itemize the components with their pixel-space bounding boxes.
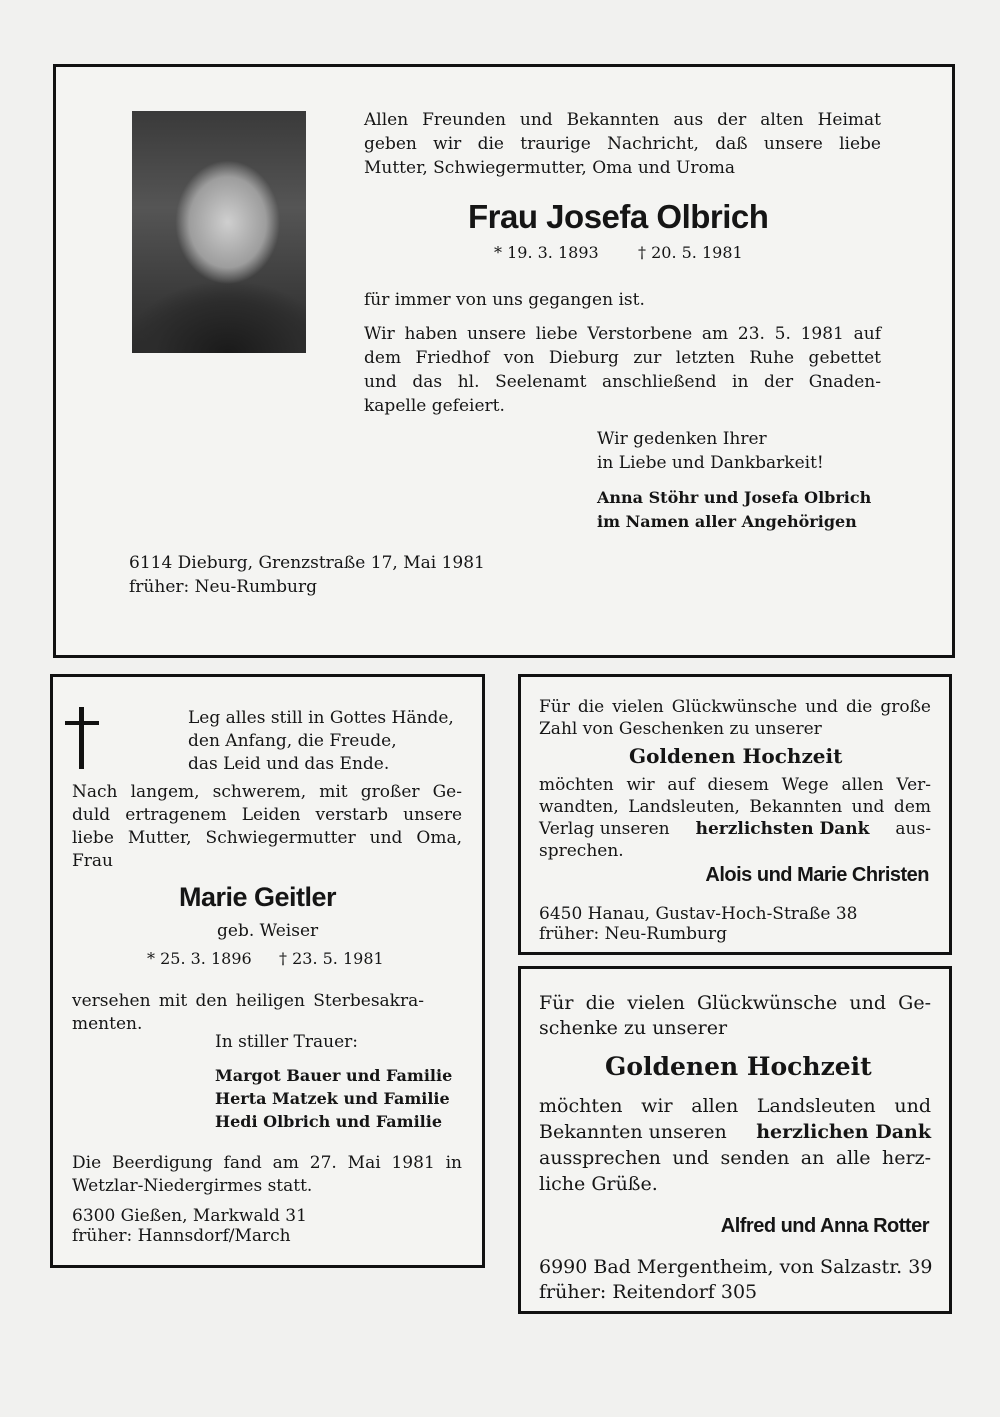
obituary-olbrich (53, 64, 955, 658)
maiden-name: geb. Weiser (217, 921, 319, 941)
funeral-line-2: Wetzlar-Niedergirmes statt. (72, 1176, 313, 1196)
burial-line-4: kapelle gefeiert. (364, 396, 505, 416)
intro-line-2: schenke zu unserer (539, 1017, 728, 1039)
burial-line-1: Wir haben unsere liebe Verstorbene am 23. 5. 1981 auf (364, 324, 881, 344)
poem-line-3: das Leid und das Ende. (188, 754, 390, 774)
occasion-title: Goldenen Hochzeit (629, 744, 843, 768)
sacraments-line-1: versehen mit den heiligen Sterbesakra- (72, 991, 424, 1011)
remember-line-2: in Liebe und Dankbarkeit! (597, 453, 824, 473)
deceased-name: Marie Geitler (179, 882, 337, 912)
cross-icon (65, 707, 99, 769)
body-line-3-end: aus- (895, 819, 931, 839)
body-line-1: Nach langem, schwerem, mit großer Ge- (72, 782, 462, 802)
thanks-christen (518, 674, 952, 955)
obituary-geitler (50, 674, 485, 1268)
intro-line-1: Allen Freunden und Bekannten aus der alten Heimat (364, 110, 881, 130)
body-line-2 (539, 1120, 931, 1145)
address-line-1: 6990 Bad Mergentheim, von Salzastr. 39 (539, 1256, 933, 1278)
body-line-1: möchten wir auf diesem Wege allen Ver- (539, 775, 931, 795)
signers: Alois und Marie Christen (705, 864, 929, 886)
address-line-2: früher: Hannsdorf/March (72, 1226, 291, 1246)
birth-date: * 19. 3. 1893 (494, 243, 599, 262)
body-line-4: sprechen. (539, 841, 624, 861)
occasion-title: Goldenen Hochzeit (605, 1052, 872, 1081)
poem-line-1: Leg alles still in Gottes Hände, (188, 708, 454, 728)
deceased-name: Frau Josefa Olbrich (468, 198, 769, 235)
family-line-1: Margot Bauer und Familie (215, 1066, 453, 1085)
address-line-1: 6450 Hanau, Gustav-Hoch-Straße 38 (539, 904, 858, 924)
body-line-1: möchten wir allen Landsleuten und (539, 1095, 931, 1117)
address-line-2: früher: Neu-Rumburg (129, 577, 317, 597)
body-line-3 (539, 818, 931, 841)
intro-line-1: Für die vielen Glückwünsche und die große (539, 697, 931, 717)
address-line-1: 6114 Dieburg, Grenzstraße 17, Mai 1981 (129, 553, 485, 573)
body-line-4: liche Grüße. (539, 1173, 658, 1195)
signers-line-2: im Namen aller Angehörigen (597, 512, 857, 531)
family-line-2: Herta Matzek und Familie (215, 1089, 450, 1108)
body-line-3: liebe Mutter, Schwiegermutter und Oma, (72, 828, 462, 848)
burial-line-3: und das hl. Seelenamt anschließend in der Gnaden- (364, 372, 881, 392)
signers: Alfred und Anna Rotter (720, 1215, 929, 1237)
body-line-3-start: Verlag unseren (539, 819, 670, 839)
intro-line-1: Für die vielen Glückwünsche und Ge- (539, 992, 931, 1014)
intro-line-2: geben wir die traurige Nachricht, daß unsere liebe (364, 134, 881, 154)
intro-line-2: Zahl von Geschenken zu unserer (539, 719, 822, 739)
sacraments-line-2: menten. (72, 1014, 143, 1034)
body-line-2: wandten, Landsleuten, Bekannten und dem (539, 797, 931, 817)
body-line-3: aussprechen und senden an alle herz- (539, 1147, 931, 1169)
signers-line-1: Anna Stöhr und Josefa Olbrich (597, 488, 872, 507)
death-date: † 23. 5. 1981 (279, 949, 384, 968)
mourning-label: In stiller Trauer: (215, 1032, 358, 1052)
portrait-photo (132, 111, 306, 353)
poem-line-2: den Anfang, die Freude, (188, 731, 397, 751)
death-date: † 20. 5. 1981 (638, 243, 743, 262)
thanks-emphasis: herzlichen Dank (756, 1121, 931, 1143)
address-line-1: 6300 Gießen, Markwald 31 (72, 1206, 307, 1226)
body-line-4: Frau (72, 851, 114, 871)
remember-line-1: Wir gedenken Ihrer (597, 429, 767, 449)
body-line-2-start: Bekannten unseren (539, 1121, 727, 1143)
address-line-2: früher: Neu-Rumburg (539, 924, 727, 944)
body-line-2: duld ertragenem Leiden verstarb unsere (72, 805, 462, 825)
burial-line-2: dem Friedhof von Dieburg zur letzten Ruhe gebettet (364, 348, 881, 368)
address-line-2: früher: Reitendorf 305 (539, 1281, 758, 1303)
thanks-emphasis: herzlichsten Dank (695, 819, 870, 839)
funeral-line-1: Die Beerdigung fand am 27. Mai 1981 in (72, 1153, 462, 1173)
thanks-rotter (518, 966, 952, 1314)
birth-date: * 25. 3. 1896 (147, 949, 252, 968)
intro-line-3: Mutter, Schwiegermutter, Oma und Uroma (364, 158, 735, 178)
family-line-3: Hedi Olbrich und Familie (215, 1112, 443, 1131)
passed-line: für immer von uns gegangen ist. (364, 290, 645, 310)
